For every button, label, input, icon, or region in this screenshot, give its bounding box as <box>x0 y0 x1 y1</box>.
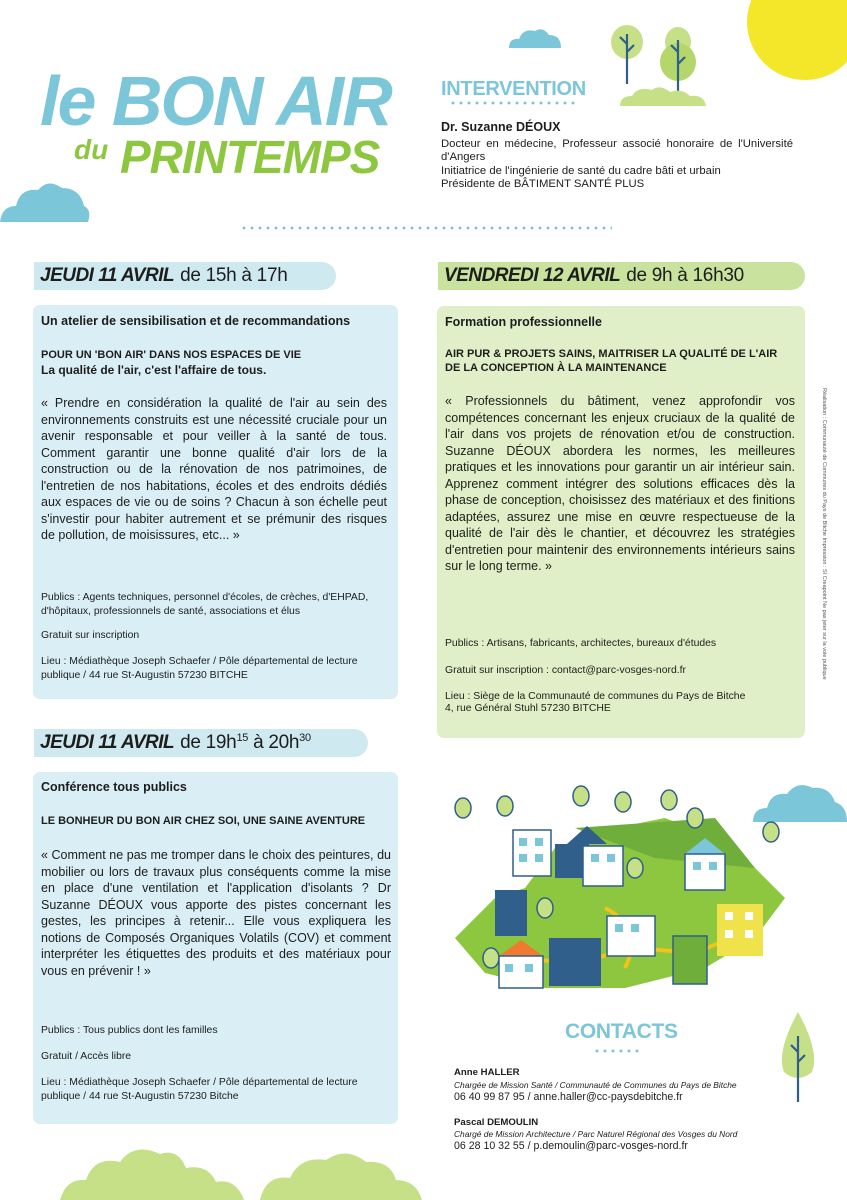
event3-time-start: de 19h <box>180 732 237 753</box>
event3-publics: Publics : Tous publics dont les familles <box>41 1025 218 1036</box>
event3-time-start-min: 15 <box>236 732 249 744</box>
event2-description: « Professionnels du bâtiment, venez approfondir vos compétences concernant les enjeux cruciaux de la qualité de l'air dans vos projets de rénovation et/ou de construction. Suzanne DÉOUX abordera les normes, les meilleures pratiques et les innovations pour garantir un air intérieur sain. Apprenez comment intégrer des solutions efficaces dès la phase de conception, choisissez des matériaux et des finitions adaptées, assurez une mise en œuvre respectueuse de la qualité de l'air dès le chantier, et découvrez les stratégies d'entretien pour maintenir des environnements intérieurs sains sur le long terme. » <box>445 394 795 573</box>
event1-price: Gratuit sur inscription <box>41 630 140 641</box>
event2-price: Gratuit sur inscription : contact@parc-vosges-nord.fr <box>445 665 686 676</box>
city-illustration <box>455 788 795 998</box>
bush-icon <box>60 1138 440 1200</box>
tree-icon <box>608 24 648 86</box>
page-title-du: du <box>74 134 109 165</box>
event1-time: de 15h à 17h <box>180 265 288 286</box>
event3-place: Lieu : Médiathèque Joseph Schaefer / Pôle départemental de lecture publique / 44 rue St-Augustin 57230 Bitche <box>41 1077 358 1102</box>
speaker-desc-line: Initiatrice de l'ingénierie de santé du cadre bâti et urbain <box>441 164 721 177</box>
event2-card <box>437 306 805 738</box>
event2-date: VENDREDI 12 AVRIL <box>444 265 621 286</box>
event2-date-pill <box>438 262 805 290</box>
event2-time: de 9h à 16h30 <box>626 265 744 286</box>
contacts-heading: CONTACTS <box>565 1020 678 1043</box>
event2-kind: Formation professionnelle <box>445 315 602 329</box>
contact-role: Chargée de Mission Santé / Communauté de Communes du Pays de Bitche <box>454 1080 737 1090</box>
cloud-icon <box>0 176 90 224</box>
event3-description: « Comment ne pas me tromper dans le choix des peintures, du mobilier ou lors de travaux plus conséquents comme la mise en place d'une ventilation et l'application d'isolants ? Dr Suzanne DÉOUX vous apporte des pistes concernant les gestes, les principes à retenir... Elle vous expliquera les notions de Composés Organiques Volatils (COV) et comment interpréter les étiquettes des produits et des matériaux pour vous en prévenir ! » <box>41 848 391 978</box>
event3-time <box>180 732 311 754</box>
event3-time-mid: à 20h <box>248 732 300 753</box>
event3-card <box>33 772 398 1124</box>
bush-icon <box>618 86 708 108</box>
speaker-description <box>441 138 793 192</box>
event2-place-line1: Lieu : Siège de la Communauté de communes du Pays de Bitche <box>445 691 746 702</box>
event3-kind: Conférence tous publics <box>41 780 187 794</box>
event1-date-pill <box>34 262 336 290</box>
event2-place-line2: 4, rue Général Stuhl 57230 BITCHE <box>445 703 611 714</box>
speaker-name: Dr. Suzanne DÉOUX <box>441 120 561 134</box>
event3-subtitle: LE BONHEUR DU BON AIR CHEZ SOI, UNE SAINE AVENTURE <box>41 815 366 827</box>
event1-publics: Publics : Agents techniques, personnel d'écoles, de crèches, d'EHPAD, d'hôpitaux, professionnels de santé, associations et élus <box>41 592 369 617</box>
event3-date-pill <box>34 729 368 757</box>
side-credit: Réalisation : Communauté de Communes du Pays de Bitche Impression : SI Creapoint Ne pas jeter sur la voie publique <box>821 388 827 680</box>
speaker-desc-line: Présidente de BÂTIMENT SANTÉ PLUS <box>441 178 645 191</box>
contact-details[interactable]: 06 40 99 87 95 / anne.haller@cc-paysdebitche.fr <box>454 1091 683 1103</box>
cloud-icon <box>505 26 565 50</box>
event1-card <box>33 305 398 699</box>
event1-date: JEUDI 11 AVRIL <box>40 265 175 286</box>
contact-role: Chargé de Mission Architecture / Parc Naturel Régional des Vosges du Nord <box>454 1129 738 1139</box>
page-title: le BON AIR <box>40 62 391 140</box>
event3-price: Gratuit / Accès libre <box>41 1051 132 1062</box>
contact-name: Anne HALLER <box>454 1067 520 1078</box>
contacts-divider <box>593 1049 643 1053</box>
section-divider <box>240 226 612 230</box>
tree-icon <box>778 1012 820 1102</box>
intervention-heading: INTERVENTION <box>441 78 586 100</box>
page-title-printemps: PRINTEMPS <box>120 131 380 183</box>
event3-date: JEUDI 11 AVRIL <box>40 732 175 753</box>
event1-kind: Un atelier de sensibilisation et de recommandations <box>41 314 351 328</box>
event1-place: Lieu : Médiathèque Joseph Schaefer / Pôle départemental de lecture publique / 44 rue St-Augustin 57230 BITCHE <box>41 656 358 681</box>
contact-details[interactable]: 06 28 10 32 55 / p.demoulin@parc-vosges-nord.fr <box>454 1140 688 1152</box>
contact-name: Pascal DEMOULIN <box>454 1117 539 1128</box>
event1-subtitle: POUR UN 'BON AIR' DANS NOS ESPACES DE VIE <box>41 349 302 361</box>
event2-subtitle: AIR PUR & PROJETS SAINS, MAITRISER LA QUALITÉ DE L'AIR DE LA CONCEPTION À LA MAINTENANCE <box>445 348 778 374</box>
event1-description: « Prendre en considération la qualité de l'air au sein des environnements construits est une nécessité cruciale pour un avenir responsable et pour veiller à la santé de tous. Comment garantir une bonne qualité d'air lors de la construction ou de la rénovation de nos patrimoines, de l'entretien de nos habitations, écoles et des endroits dédiés aux espaces de vie ou de soins ? Chacun à son échelle peut s'investir pour habiter autrement et se prémunir des risques de pollution, de moisissures, etc... » <box>41 396 387 542</box>
event1-tagline: La qualité de l'air, c'est l'affaire de tous. <box>41 363 267 377</box>
intervention-divider <box>449 101 575 105</box>
tree-icon <box>656 24 700 94</box>
speaker-desc-line: Docteur en médecine, Professeur associé honoraire de l'Université d'Angers <box>441 138 793 164</box>
event2-publics: Publics : Artisans, fabricants, architectes, bureaux d'études <box>445 638 717 649</box>
event3-time-end-min: 30 <box>299 732 311 744</box>
